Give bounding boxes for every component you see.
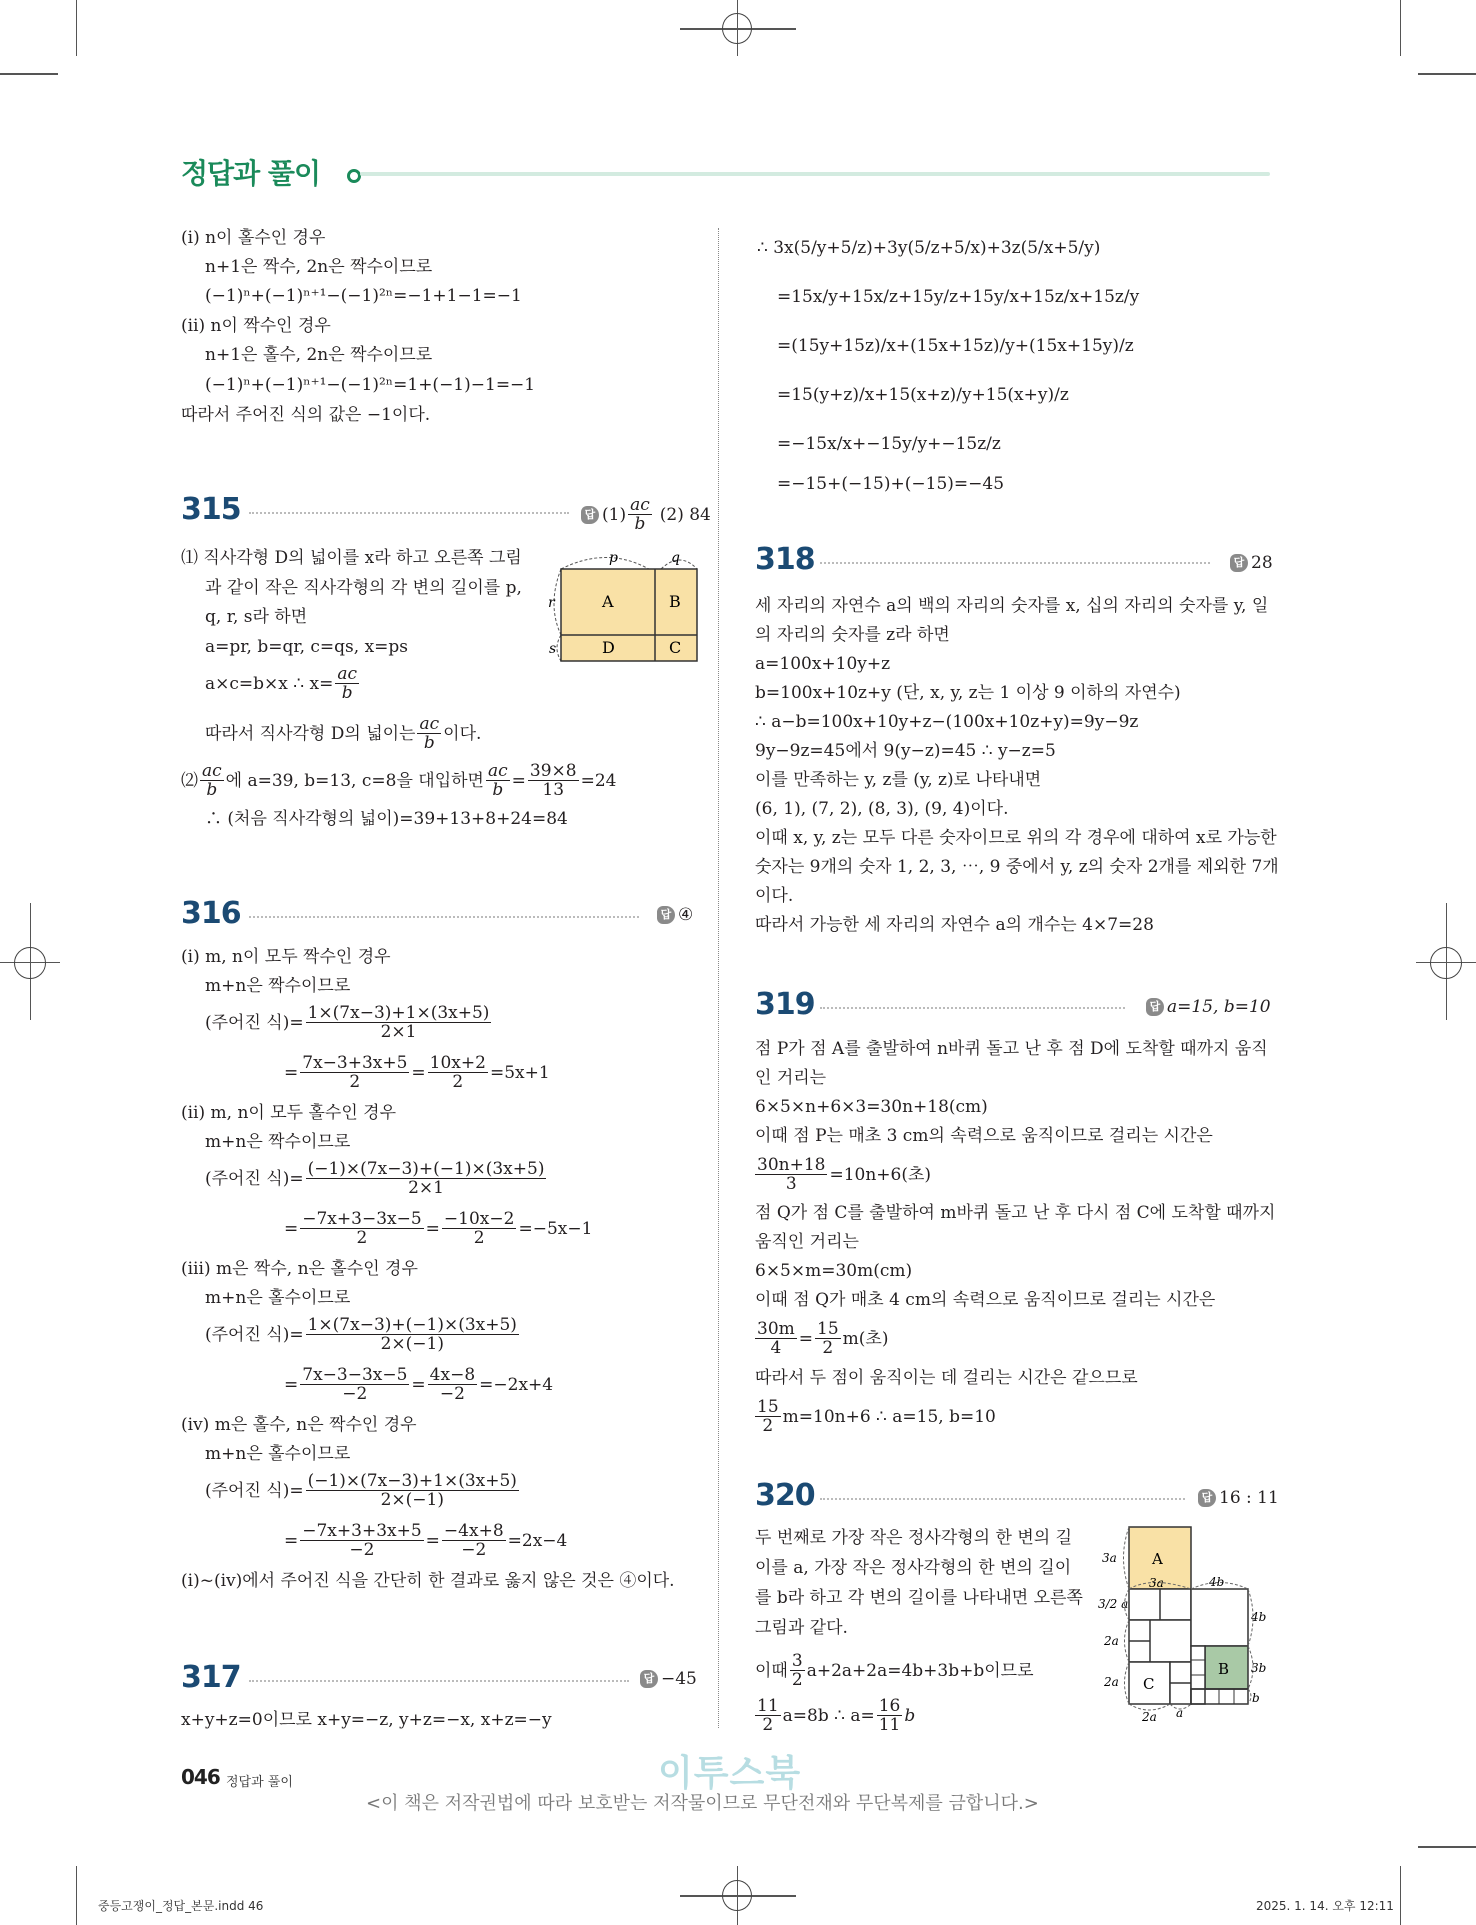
answer-box [657,905,693,925]
equation-line: (주어진 식)= $\frac{1\times(7x-3)+1\times(3x+5)}{2\times 1}$ [205,1003,490,1042]
text-line: a×c=b×x ∴ x= $\frac{ac}{b}$ [205,664,357,703]
text-line: (6, 1), (7, 2), (8, 3), (9, 4)이다. [755,799,1009,819]
text-line: (−1)ⁿ+(−1)ⁿ⁺¹−(−1)²ⁿ=−1+1−1=−1 [205,286,522,306]
problem-number: 315 [181,492,241,527]
equation-line: = $\frac{7x-3+3x+5}{2}$ = $\frac{10x+2}{2}$ =5x+1 [284,1053,550,1092]
text-line: m+n은 홀수이므로 [205,1444,351,1464]
svg-text:p: p [609,550,618,566]
problem-number: 320 [755,1478,815,1513]
equation-line: $\frac{30m}{4}$ = $\frac{15}{2}$ m(초) [757,1319,889,1358]
text-line: ⑴ 직사각형 D의 넓이를 x라 하고 오른쪽 그림 [181,548,522,568]
svg-text:2a: 2a [1104,1634,1119,1648]
text-line: 따라서 두 점이 움직이는 데 걸리는 시간은 같으므로 [755,1368,1138,1388]
equation-line: $\frac{11}{2}$ a=8b ∴ a= $\frac{16}{11}$ b [757,1696,916,1735]
text-line: ⑵ $\frac{ac}{b}$ 에 a=39, b=13, c=8을 대입하면 $\frac{ac}{b}$ = $\frac{39\times 8}{13}$ =24 [181,761,617,800]
svg-text:3a: 3a [1102,1551,1117,1565]
text-line: m+n은 홀수이므로 [205,1288,351,1308]
equation-line: =15x/y+15x/z+15y/z+15y/x+15z/x+15z/y [777,287,1140,307]
answer-part: (2) 84 [659,504,711,525]
copyright-notice: <이 책은 저작권법에 따라 보호받는 저작물이므로 무단전재와 무단복제를 금합니다.> [366,1793,1039,1814]
svg-text:q: q [671,550,680,566]
svg-text:C: C [1143,1675,1155,1693]
answer-box [640,1669,697,1689]
answer-badge-icon: 답 [1198,1489,1216,1507]
text-line: 따라서 가능한 세 자리의 자연수 a의 개수는 4×7=28 [755,915,1154,935]
problem-number: 317 [181,1660,241,1695]
text-line: 점 P가 점 A를 출발하여 n바퀴 돌고 난 후 점 D에 도착할 때까지 움직 [755,1039,1268,1059]
answer-value: −45 [661,1669,697,1689]
text-line: 이를 만족하는 y, z를 (y, z)로 나타내면 [755,770,1042,790]
equation-line: (주어진 식)= $\frac{(-1)\times(7x-3)+(-1)\times(3x+5)}{2\times 1}$ [205,1159,545,1198]
problem-number: 319 [755,987,815,1022]
svg-text:r: r [548,595,555,611]
text-line: 과 같이 작은 직사각형의 각 변의 길이를 p, [205,578,522,598]
equation-line: =−15x/x+−15y/y+−15z/z [777,434,1001,454]
equation-line: =−15+(−15)+(−15)=−45 [777,474,1005,494]
text-line: x+y+z=0이므로 x+y=−z, y+z=−x, x+z=−y [181,1710,552,1730]
text-line: n+1은 짝수, 2n은 짝수이므로 [205,257,433,277]
text-line: 이다. [755,886,794,906]
text-line: b=100x+10z+y (단, x, y, z는 1 이상 9 이하의 자연수) [755,683,1181,703]
text-line: 6×5×m=30m(cm) [755,1261,913,1281]
header-rule [360,172,1270,176]
answer-value: a=15, b=10 [1167,997,1271,1017]
text-line: a=pr, b=qr, c=qs, x=ps [205,637,409,657]
text-line: m+n은 짝수이므로 [205,976,351,996]
text-line: 두 번째로 가장 작은 정사각형의 한 변의 길 [755,1528,1073,1548]
text-line: a=100x+10y+z [755,654,891,674]
leader-dots [820,562,1210,564]
svg-text:a: a [1176,1706,1184,1720]
equation-line: = $\frac{-7x+3+3x+5}{-2}$ = $\frac{-4x+8}{-2}$ =2x−4 [284,1521,568,1560]
svg-text:D: D [602,638,615,657]
answer-box [1146,997,1271,1017]
text-line: 그림과 같다. [755,1618,848,1638]
text-line: (ⅱ) m, n이 모두 홀수인 경우 [181,1103,397,1123]
text-line: 6×5×n+6×3=30n+18(cm) [755,1097,988,1117]
equation-line: $\frac{15}{2}$ m=10n+6 ∴ a=15, b=10 [757,1397,996,1436]
leader-dots [820,1498,1185,1500]
equation-line: =15(y+z)/x+15(x+z)/y+15(x+y)/z [777,385,1069,405]
equation-line: = $\frac{7x-3-3x-5}{-2}$ = $\frac{4x-8}{-2}$ =−2x+4 [284,1365,554,1404]
answer-badge-icon: 답 [640,1670,658,1688]
text-line: 인 거리는 [755,1068,827,1088]
crop-mark-bottom-right [1400,1866,1401,1925]
text-line: (ⅰ) m, n이 모두 짝수인 경우 [181,947,391,967]
text-line: (ⅲ) m은 짝수, n은 홀수인 경우 [181,1259,418,1279]
square-tiling-figure-320 [1092,1520,1277,1730]
svg-text:4b: 4b [1251,1610,1267,1624]
leader-dots [820,1007,1125,1009]
svg-text:s: s [549,641,557,657]
text-line: ∴ (처음 직사각형의 넓이)=39+13+8+24=84 [205,809,568,829]
equation-line: $\frac{30n+18}{3}$ =10n+6(초) [757,1155,932,1194]
answer-box [1230,553,1273,573]
svg-text:3b: 3b [1251,1661,1267,1675]
rectangle-figure-315 [545,545,705,665]
problem-number: 316 [181,896,241,931]
equation-line: ∴ 3x(5/y+5/z)+3y(5/z+5/x)+3z(5/x+5/y) [757,238,1101,258]
page-label: 정답과 풀이 [226,1775,293,1790]
svg-text:B: B [1218,1660,1230,1678]
svg-text:C: C [669,638,682,657]
page-title: 정답과 풀이 [181,157,320,190]
crop-mark-bottom-right-h [1418,1846,1476,1848]
crop-mark-top-right [1400,0,1401,56]
answer-badge-icon: 답 [1146,998,1164,1016]
answer-value: 28 [1251,553,1273,573]
svg-text:A: A [1152,1550,1163,1568]
answer-box [1198,1488,1279,1508]
answer-badge-icon: 답 [1230,554,1248,572]
text-line: n+1은 홀수, 2n은 짝수이므로 [205,345,433,365]
text-line: 이때 점 Q가 매초 4 cm의 속력으로 움직이므로 걸리는 시간은 [755,1290,1216,1310]
svg-text:2a: 2a [1104,1675,1119,1689]
text-line: 따라서 주어진 식의 값은 −1이다. [181,405,431,425]
text-line: 이때 x, y, z는 모두 다른 숫자이므로 위의 각 경우에 대하여 x로 가능한 [755,828,1277,848]
svg-text:B: B [669,592,681,611]
text-line: 를 b라 하고 각 변의 길이를 나타내면 오른쪽 [755,1588,1083,1608]
equation-line: 이때 $\frac{3}{2}$ a+2a+2a=4b+3b+b이므로 [755,1651,1034,1690]
equation-line: (주어진 식)= $\frac{1\times(7x-3)+(-1)\times(3x+5)}{2\times(-1)}$ [205,1315,517,1354]
text-line: 의 자리의 숫자를 z라 하면 [755,625,950,645]
leader-dots [249,512,569,514]
answer-part: (1) [602,504,627,525]
answer-value: ④ [678,905,694,925]
text-line: 움직인 거리는 [755,1232,859,1252]
crop-mark-top-left-h [0,73,58,75]
publisher-watermark: 이투스북 [658,1753,802,1794]
answer-fraction: $\frac{ac}{b}$ [630,495,650,534]
equation-line: (주어진 식)= $\frac{(-1)\times(7x-3)+1\times(3x+5)}{2\times(-1)}$ [205,1471,517,1510]
text-line: (ⅰ)~(ⅳ)에서 주어진 식을 간단히 한 결과로 옳지 않은 것은 ④이다. [181,1571,675,1591]
text-line: q, r, s라 하면 [205,607,308,627]
file-slug: 중등고쟁이_정답_본문.indd 46 [98,1899,264,1913]
answer-value: 16 : 11 [1219,1488,1279,1508]
page-number: 046 [181,1765,220,1789]
answer-badge-icon: 답 [581,506,599,524]
text-line: 숫자는 9개의 숫자 1, 2, 3, ⋯, 9 중에서 y, z의 숫자 2개를 제외한 7개 [755,857,1279,877]
text-line: 점 Q가 점 C를 출발하여 m바퀴 돌고 난 후 다시 점 C에 도착할 때까지 [755,1203,1276,1223]
text-line: (ⅰ) n이 홀수인 경우 [181,228,326,248]
text-line: m+n은 짝수이므로 [205,1132,351,1152]
text-line: 세 자리의 자연수 a의 백의 자리의 숫자를 x, 십의 자리의 숫자를 y, 일 [755,596,1269,616]
equation-line: = $\frac{-7x+3-3x-5}{2}$ = $\frac{-10x-2}{2}$ =−5x−1 [284,1209,593,1248]
svg-text:2a: 2a [1142,1710,1157,1724]
print-timestamp: 2025. 1. 14. 오후 12:11 [1256,1899,1394,1913]
crop-mark-top-right-h [1418,73,1476,75]
svg-text:3a: 3a [1149,1576,1164,1590]
column-divider [718,228,719,1728]
svg-text:b: b [1252,1691,1260,1705]
text-line: 9y−9z=45에서 9(y−z)=45 ∴ y−z=5 [755,741,1056,761]
text-line: 이때 점 P는 매초 3 cm의 속력으로 움직이므로 걸리는 시간은 [755,1126,1213,1146]
answer-box [581,496,711,533]
svg-text:A: A [602,592,614,611]
crop-mark-top-left [76,0,77,56]
header-dot-ornament [347,169,361,183]
text-line: (ⅳ) m은 홀수, n은 짝수인 경우 [181,1415,417,1435]
text-line: 이를 a, 가장 작은 정사각형의 한 변의 길이 [755,1558,1072,1578]
leader-dots [249,1680,629,1682]
svg-text:4b: 4b [1209,1575,1225,1589]
text-line: 따라서 직사각형 D의 넓이는 $\frac{ac}{b}$ 이다. [205,714,482,753]
problem-number: 318 [755,542,815,577]
answer-badge-icon: 답 [657,906,675,924]
text-line: (−1)ⁿ+(−1)ⁿ⁺¹−(−1)²ⁿ=1+(−1)−1=−1 [205,375,536,395]
text-line: ∴ a−b=100x+10y+z−(100x+10z+y)=9y−9z [755,712,1139,732]
leader-dots [249,916,639,918]
svg-text:3/2 a: 3/2 a [1098,1597,1129,1611]
crop-mark-bottom-left [76,1866,77,1925]
text-line: (ⅱ) n이 짝수인 경우 [181,316,331,336]
equation-line: =(15y+15z)/x+(15x+15z)/y+(15x+15y)/z [777,336,1134,356]
